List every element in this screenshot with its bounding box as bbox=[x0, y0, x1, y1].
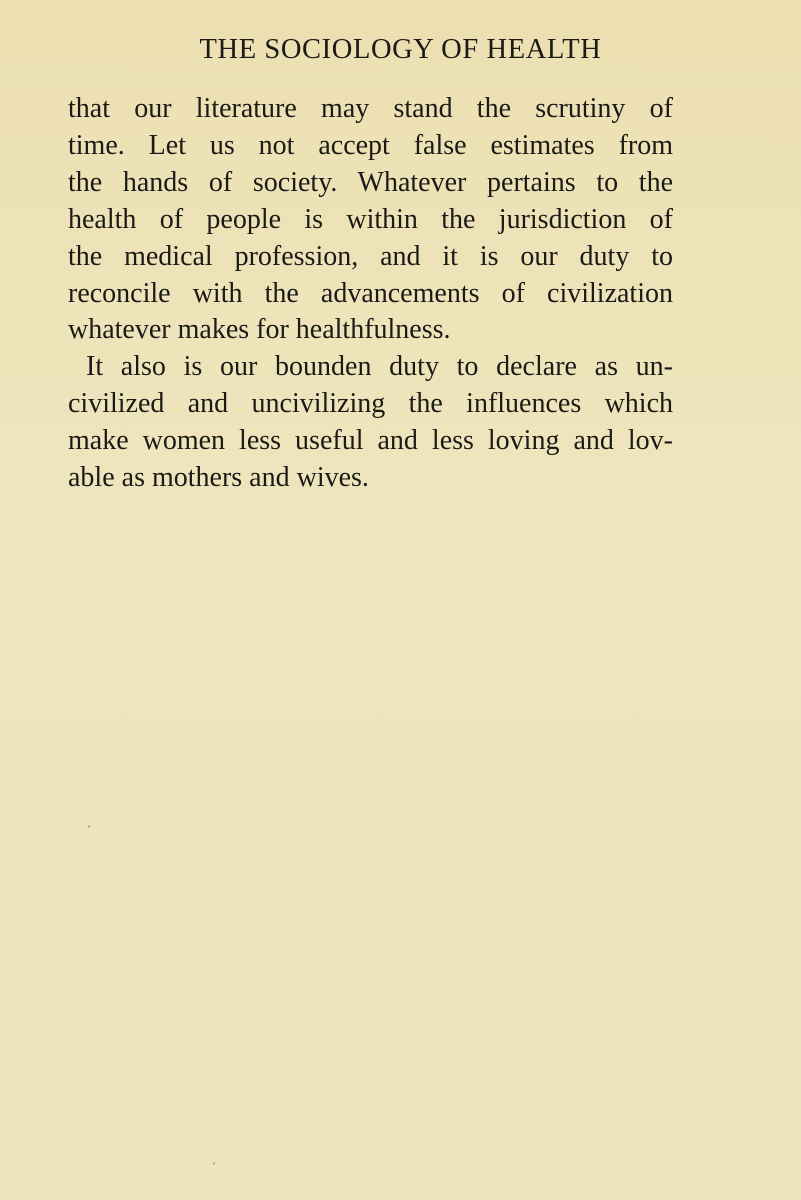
text-line: the hands of society. Whatever pertains to the bbox=[68, 166, 673, 198]
paper-speck bbox=[88, 825, 90, 828]
text-line: time. Let us not accept false estimates from bbox=[68, 129, 673, 161]
text-line: civilized and uncivilizing the influences which bbox=[68, 388, 673, 420]
text-line: It also is our bounden duty to declare as un- bbox=[86, 351, 673, 383]
text-line: whatever makes for healthfulness. bbox=[68, 314, 451, 346]
text-line: able as mothers and wives. bbox=[68, 462, 369, 494]
body-text bbox=[68, 91, 673, 497]
text-line: make women less useful and less loving and lov- bbox=[68, 425, 673, 457]
text-line: health of people is within the jurisdiction of bbox=[68, 203, 673, 235]
running-head: THE SOCIOLOGY OF HEALTH bbox=[199, 34, 602, 65]
text-line: the medical profession, and it is our duty to bbox=[68, 240, 673, 272]
text-line: that our literature may stand the scrutiny of bbox=[68, 93, 673, 124]
paper-speck bbox=[213, 1162, 215, 1165]
text-line: reconcile with the advancements of civilization bbox=[68, 277, 673, 309]
